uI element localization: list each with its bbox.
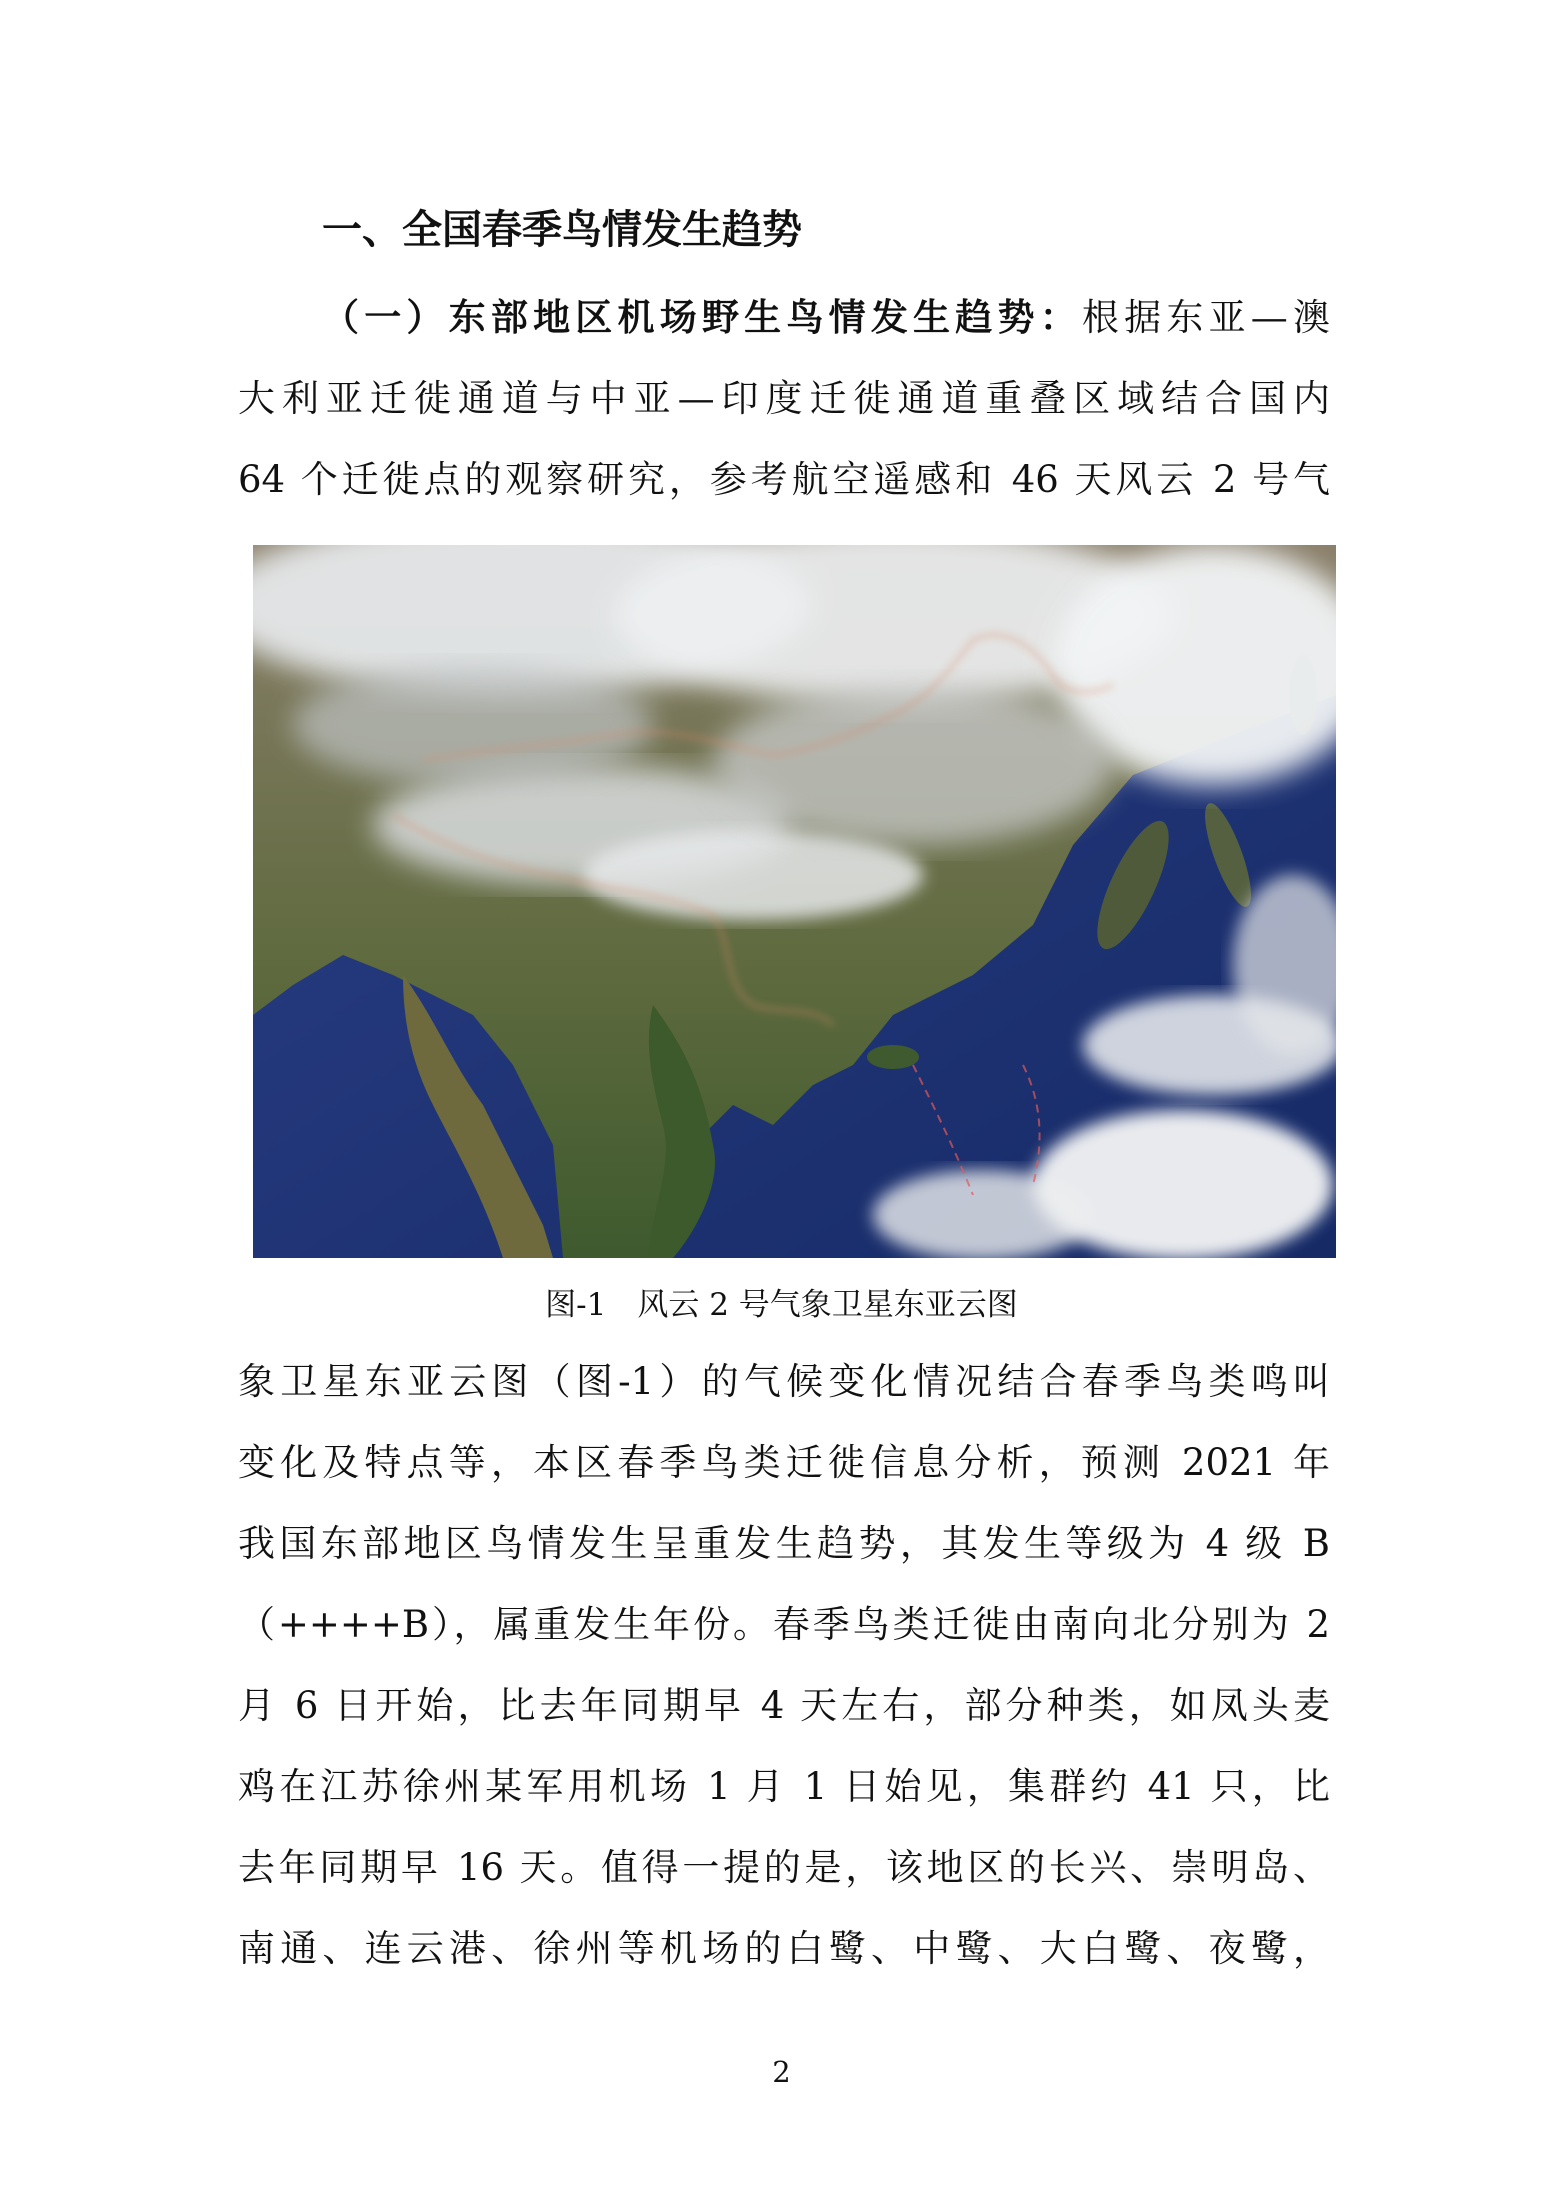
paragraph-body-line-2: 变化及特点等，本区春季鸟类迁徙信息分析，预测 2021 年 (238, 1441, 1330, 1484)
subsection-title: （一）东部地区机场野生鸟情发生趋势： (322, 296, 1082, 339)
paragraph-body-line-6: 鸡在江苏徐州某军用机场 1 月 1 日始见，集群约 41 只，比 (238, 1765, 1330, 1808)
paragraph-body-line-1: 象卫星东亚云图（图-1）的气候变化情况结合春季鸟类鸣叫 (238, 1360, 1330, 1403)
page-number: 2 (772, 2055, 791, 2089)
paragraph-intro-line-3: 64 个迁徙点的观察研究，参考航空遥感和 46 天风云 2 号气 (238, 458, 1330, 501)
paragraph-body-line-7: 去年同期早 16 天。值得一提的是，该地区的长兴、崇明岛、 (238, 1846, 1330, 1889)
satellite-cloud-image (253, 545, 1336, 1258)
paragraph-intro-line-2: 大利亚迁徙通道与中亚—印度迁徙通道重叠区域结合国内 (238, 377, 1330, 420)
paragraph-intro-line-1-text: 根据东亚—澳 (1081, 296, 1331, 339)
paragraph-body-line-3: 我国东部地区鸟情发生呈重发生趋势，其发生等级为 4 级 B (238, 1522, 1330, 1565)
paragraph-body-line-5: 月 6 日开始，比去年同期早 4 天左右，部分种类，如凤头麦 (238, 1684, 1330, 1727)
paragraph-body-line-8: 南通、连云港、徐州等机场的白鹭、中鹭、大白鹭、夜鹭， (238, 1927, 1330, 1970)
section-heading: 一、全国春季鸟情发生趋势 (322, 207, 802, 253)
paragraph-body-line-4: （++++B），属重发生年份。春季鸟类迁徙由南向北分别为 2 (238, 1603, 1330, 1646)
figure-caption: 图-1 风云 2 号气象卫星东亚云图 (545, 1287, 1018, 1323)
paragraph-intro-line-1 (322, 289, 1330, 347)
